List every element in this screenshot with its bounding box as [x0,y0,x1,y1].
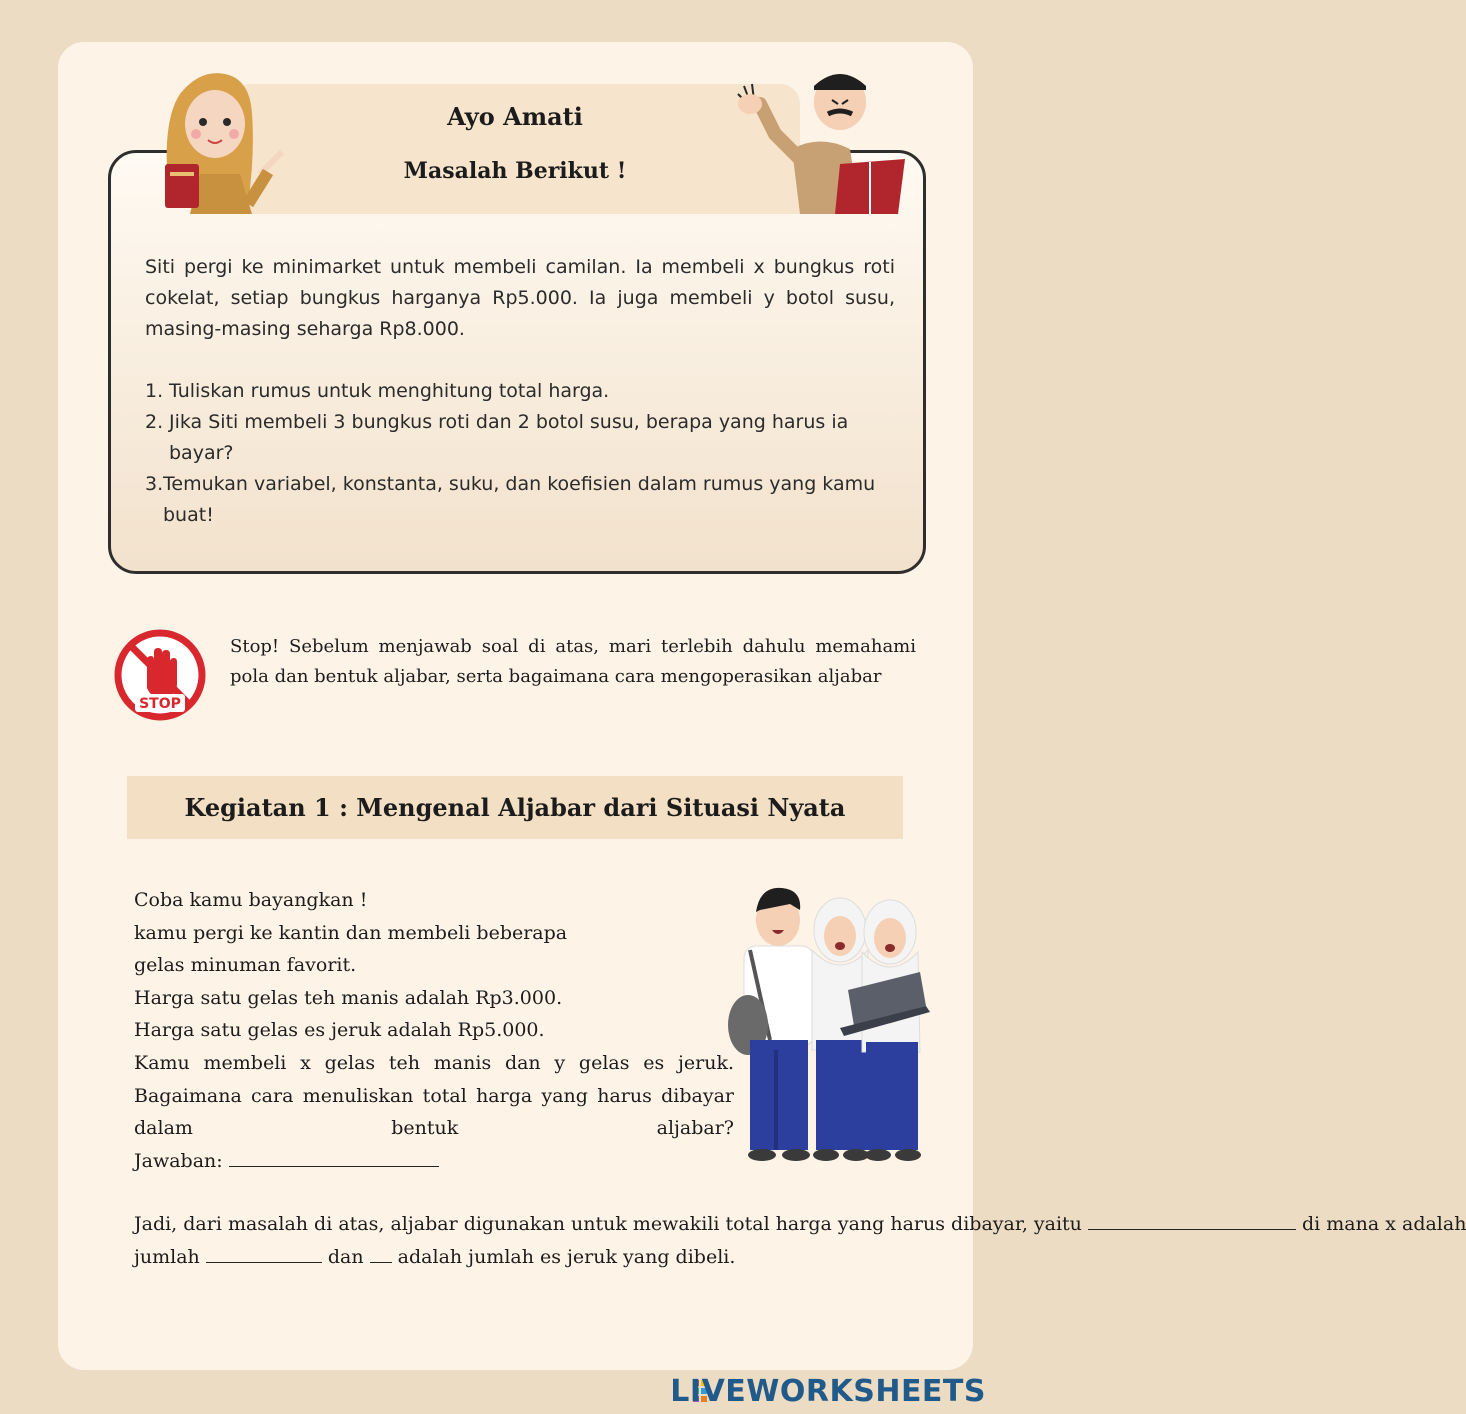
question-text: Tuliskan rumus untuk menghitung total harga. [169,380,610,402]
story-line: Harga satu gelas teh manis adalah Rp3.000. [134,986,563,1009]
female-teacher-illustration [140,64,300,214]
variable-blank[interactable] [370,1244,392,1263]
problem-paragraph: Siti pergi ke minimarket untuk membeli camilan. Ia membeli x bungkus roti cokelat, setiap bungkus harganya Rp5.000. Ia juga membeli y botol susu, masing-masing seharga Rp8.000. [145,256,895,340]
story-line: gelas minuman favorit. [134,954,357,977]
answer-blank[interactable] [229,1148,439,1167]
stop-hand-icon [111,626,209,724]
question-list [145,376,895,531]
male-teacher-illustration [730,64,915,214]
question-number: 3. [145,473,164,495]
conclusion-part: adalah jumlah es jeruk yang dibeli. [391,1246,736,1268]
question-text: Jika Siti membeli 3 bungkus roti dan 2 botol susu, berapa yang harus ia bayar? [169,411,849,464]
conclusion-part: jumlah [134,1246,206,1268]
formula-blank[interactable] [1088,1211,1296,1230]
activity-banner [127,776,903,839]
question-item [145,469,895,531]
conclusion-text [134,1208,1466,1274]
story-text [134,884,734,1177]
students-illustration [730,880,930,1165]
stop-message: Stop! Sebelum menjawab soal di atas, mari terlebih dahulu memahami pola dan bentuk aljabar, serta bagaimana cara mengoperasikan aljabar [230,636,916,687]
question-number: 1. [145,380,164,402]
question-text: Temukan variabel, konstanta, suku, dan koefisien dalam rumus yang kamu buat! [163,473,876,526]
title-masalah-berikut: Masalah Berikut ! [403,158,627,184]
stop-icon-label: STOP [139,696,181,712]
question-item [145,376,895,407]
story-line: Coba kamu bayangkan ! [134,889,368,911]
liveworksheets-brand[interactable]: LIVEWORKSHEETS [670,1374,986,1409]
conclusion-line [134,1241,896,1274]
conclusion-part: Jadi, dari masalah di atas, aljabar digunakan untuk mewakili total harga yang harus dibayar, yaitu [134,1213,1088,1235]
question-number: 2. [145,411,164,433]
story-question: Kamu membeli x gelas teh manis dan y gelas es jeruk. Bagaimana cara menuliskan total harga yang harus dibayar dalam bentuk aljabar? [134,1051,734,1140]
problem-content [145,252,895,531]
answer-row [134,1145,734,1178]
title-ayo-amati: Ayo Amati [447,102,583,131]
activity-title: Kegiatan 1 : Mengenal Aljabar dari Situasi Nyata [184,793,846,822]
story-line: kamu pergi ke kantin dan membeli beberapa [134,921,568,944]
answer-label: Jawaban: [134,1149,229,1172]
conclusion-part: dan [321,1246,370,1268]
x-meaning-blank[interactable] [206,1244,322,1263]
story-line: Harga satu gelas es jeruk adalah Rp5.000. [134,1019,545,1042]
conclusion-line [134,1208,1466,1241]
conclusion-part: di mana x adalah [1295,1213,1466,1235]
question-item [145,407,895,469]
